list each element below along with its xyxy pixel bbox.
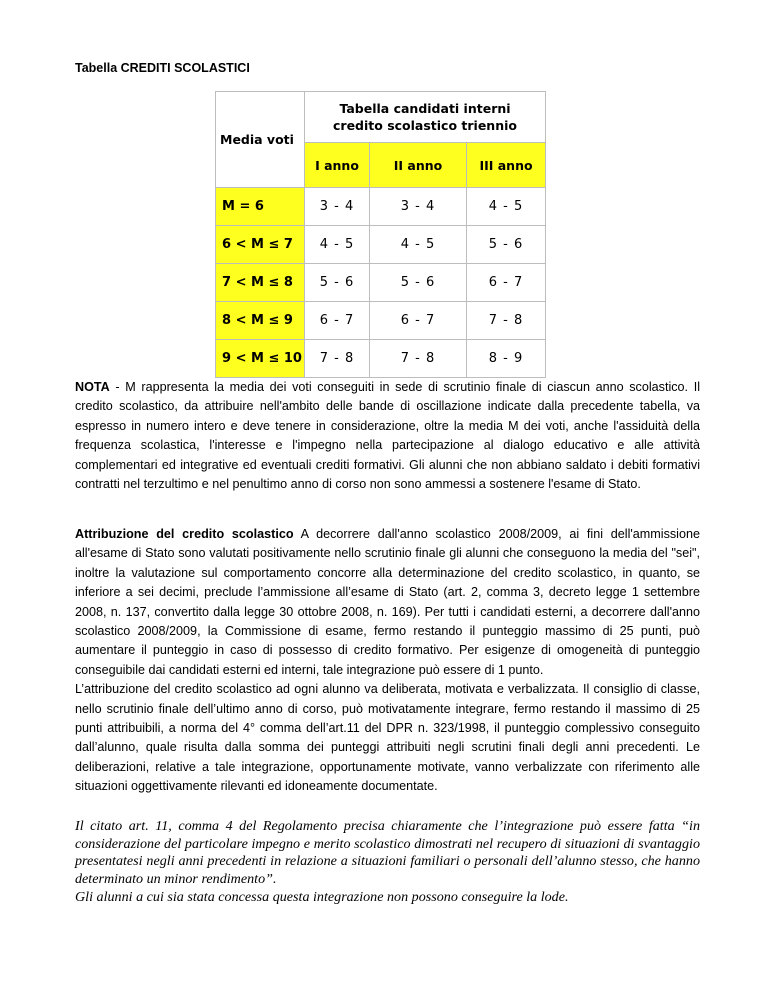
credit-cell: 7 - 8: [467, 302, 546, 340]
credit-cell: 6 - 7: [305, 302, 370, 340]
attribuzione-paragraph: [75, 525, 700, 797]
media-range: 6 < M ≤ 7: [216, 226, 305, 264]
credit-cell: 3 - 4: [370, 188, 467, 226]
year-header-2: II anno: [370, 143, 467, 188]
attribuzione-text-2: L’attribuzione del credito scolastico ad ogni alunno va deliberata, motivata e verbalizzata. Il consiglio di classe, nello scrutinio finale dell’ultimo anno di corso, può motivatamente integrare, fermo restando il massimo di 25 punti attribuibili, a norma del 4° comma dell’art.11 del DPR n. 323/1998, il punteggio complessivo conseguito dall’alunno, quale risulta dalla somma dei punteggi attribuiti negli scrutini finali degli anni precedenti. Le deliberazioni, relative a tale integrazione, opportunamente motivate, vanno verbalizzate con riferimento alle situazioni oggettivamente rilevanti ed idoneamente documentate.: [75, 682, 700, 794]
table-row: [216, 264, 546, 302]
credit-cell: 4 - 5: [370, 226, 467, 264]
table-row: [216, 188, 546, 226]
credit-cell: 5 - 6: [305, 264, 370, 302]
credit-cell: 8 - 9: [467, 340, 546, 378]
media-range: 8 < M ≤ 9: [216, 302, 305, 340]
media-range: M = 6: [216, 188, 305, 226]
group-header-line2: credito scolastico triennio: [333, 118, 517, 133]
year-header-3: III anno: [467, 143, 546, 188]
credit-cell: 7 - 8: [305, 340, 370, 378]
attribuzione-text: A decorrere dall'anno scolastico 2008/2009, ai fini dell'ammissione all'esame di Stato sono valutati positivamente nello scrutinio finale gli alunni che conseguono la media del "sei", inoltre la valutazione sul comportamento concorre alla determinazione del credito scolastico, in quanto, se inferiore a sei decimi, preclude l’ammissione all’esame di Stato (art. 2, comma 3, decreto legge 1 settembre 2008, n. 137, convertito dalla legge 30 ottobre 2008, n. 169). Per tutti i candidati esterni, a decorrere dall'anno scolastico 2008/2009, la Commissione di esame, fermo restando il punteggio massimo di 25 punti, può aumentare il punteggio in caso di possesso di credito formativo. Per esigenze di omogeneità di punteggio conseguibile dai candidati esterni ed interni, tale integrazione può essere di 1 punto.: [75, 527, 700, 677]
attribuzione-label: Attribuzione del credito scolastico: [75, 527, 294, 541]
nota-label: NOTA: [75, 380, 110, 394]
credit-cell: 7 - 8: [370, 340, 467, 378]
nota-text: - M rappresenta la media dei voti conseguiti in sede di scrutinio finale di ciascun anno scolastico. Il credito scolastico, da attribuire nell'ambito delle bande di oscillazione indicate dalla precedente tabella, va espresso in numero intero e deve tenere in considerazione, oltre la media M dei voti, anche l'assiduità della frequenza scolastica, l'interesse e l'impegno nella partecipazione al dialogo educativo e alle attività complementari ed integrative ed eventuali crediti formativi. Gli alunni che non abbiano saldato i debiti formativi contratti nel terzultimo e nel penultimo anno di corso non sono ammessi a sostenere l'esame di Stato.: [75, 380, 700, 492]
media-range: 9 < M ≤ 10: [216, 340, 305, 378]
table-row: [216, 302, 546, 340]
credit-cell: 6 - 7: [467, 264, 546, 302]
italic-text-2: Gli alunni a cui sia stata concessa questa integrazione non possono conseguire la lode.: [75, 888, 569, 905]
group-header: [305, 92, 546, 143]
table-row: [216, 226, 546, 264]
group-header-line1: Tabella candidati interni: [339, 101, 511, 116]
credit-cell: 4 - 5: [305, 226, 370, 264]
media-voti-header: Media voti: [216, 92, 305, 188]
credit-cell: 5 - 6: [467, 226, 546, 264]
credit-cell: 6 - 7: [370, 302, 467, 340]
table-header-row: [216, 92, 546, 143]
media-range: 7 < M ≤ 8: [216, 264, 305, 302]
italic-paragraph: [75, 818, 700, 907]
table-row: [216, 340, 546, 378]
nota-paragraph: [75, 378, 700, 494]
year-header-1: I anno: [305, 143, 370, 188]
credits-table: [215, 91, 546, 378]
credit-cell: 4 - 5: [467, 188, 546, 226]
italic-text: Il citato art. 11, comma 4 del Regolamento precisa chiaramente che l’integrazione può essere fatta “in considerazione del particolare impegno e merito scolastico dimostrati nel recupero di situazioni di svantaggio presentatesi negli anni precedenti in relazione a situazioni familiari o personali dell’alunno stesso, che hanno determinato un minor rendimento”.: [75, 818, 700, 888]
credit-cell: 5 - 6: [370, 264, 467, 302]
document-title: Tabella CREDITI SCOLASTICI: [75, 61, 250, 75]
credit-cell: 3 - 4: [305, 188, 370, 226]
